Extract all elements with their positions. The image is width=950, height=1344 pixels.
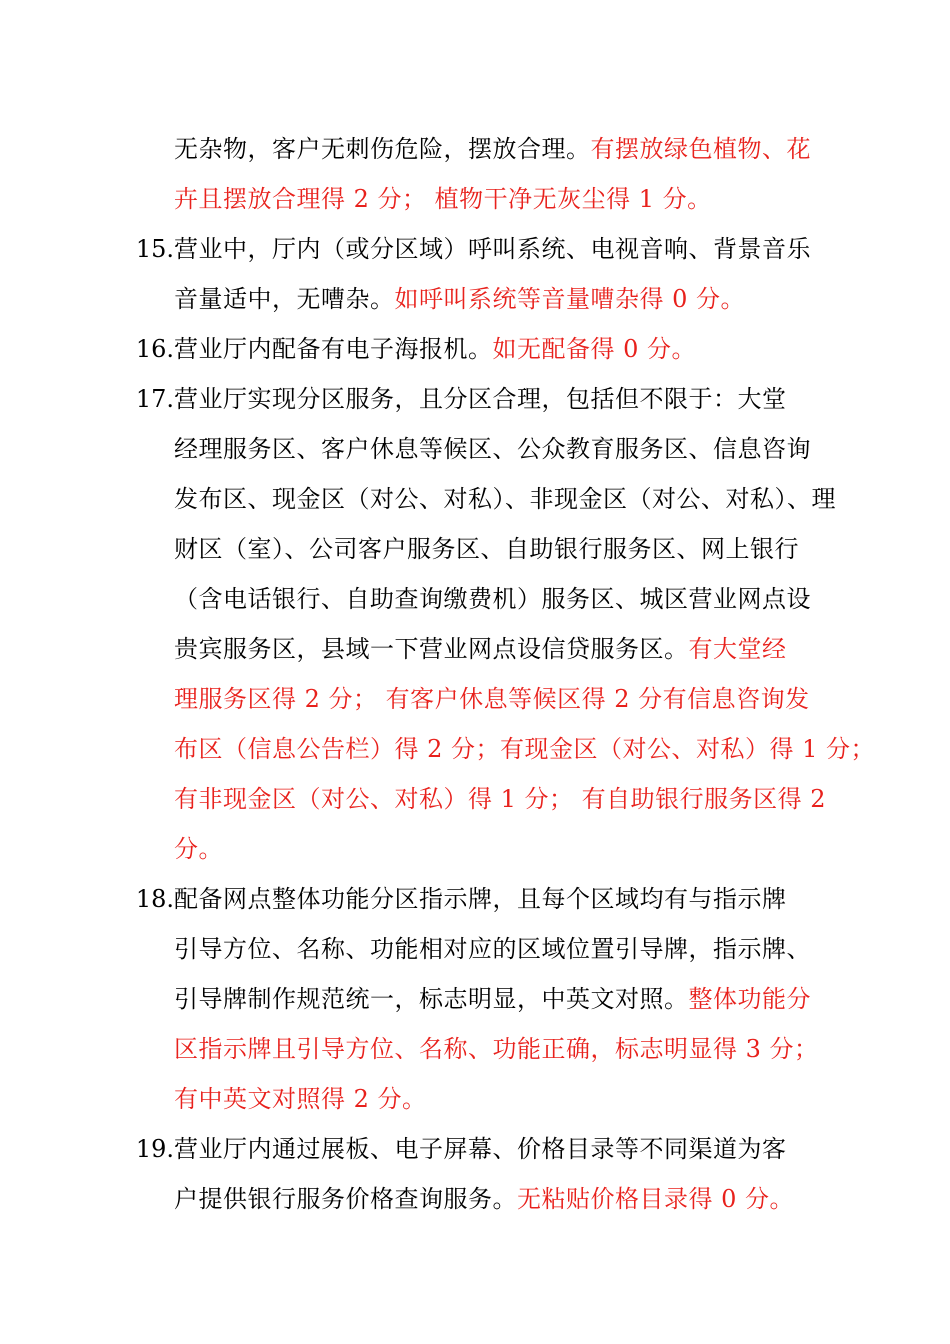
body-text: 无杂物，客户无刺伤危险，摆放合理。	[174, 135, 591, 163]
text-line	[174, 924, 811, 974]
score-rule-text: 区指示牌且引导方位、名称、功能正确，标志明显得 3 分；	[174, 1035, 819, 1063]
score-rule-text: 整体功能分	[688, 985, 811, 1013]
text-line	[174, 474, 836, 524]
item-number: 16.	[135, 335, 174, 363]
score-rule-text: 有摆放绿色植物、花	[590, 135, 811, 163]
text-line	[174, 274, 745, 324]
text-line	[174, 1174, 794, 1224]
body-text: 财区（室）、公司客户服务区、自助银行服务区、网上银行	[174, 535, 799, 563]
item-number: 19.	[135, 1135, 174, 1163]
body-text: 配备网点整体功能分区指示牌，且每个区域均有与指示牌	[174, 885, 787, 913]
score-rule-text: 有中英文对照得 2 分。	[174, 1085, 427, 1113]
item-number: 17.	[135, 385, 174, 413]
body-text: 经理服务区、客户休息等候区、公众教育服务区、信息咨询	[174, 435, 811, 463]
body-text: 引导牌制作规范统一，标志明显，中英文对照。	[174, 985, 689, 1013]
score-rule-text: 分。	[174, 835, 223, 863]
score-rule-text: 有大堂经	[688, 635, 787, 663]
text-line	[174, 624, 787, 674]
body-text: 引导方位、名称、功能相对应的区域位置引导牌，指示牌、	[174, 935, 811, 963]
text-line	[174, 524, 799, 574]
text-line	[174, 1024, 819, 1074]
text-line	[174, 1074, 427, 1124]
text-line	[174, 324, 696, 374]
body-text: （含电话银行、自助查询缴费机）服务区、城区营业网点设	[174, 585, 811, 613]
text-line	[174, 1124, 787, 1174]
body-text: 营业中，厅内（或分区域）呼叫系统、电视音响、背景音乐	[174, 235, 811, 263]
body-text: 营业厅内通过展板、电子屏幕、价格目录等不同渠道为客	[174, 1135, 787, 1163]
body-text: 户提供银行服务价格查询服务。	[174, 1185, 517, 1213]
text-line	[174, 674, 810, 724]
text-line	[174, 374, 787, 424]
text-line	[174, 574, 811, 624]
text-line	[174, 424, 811, 474]
body-text: 音量适中，无嘈杂。	[174, 285, 395, 313]
score-rule-text: 理服务区得 2 分； 有客户休息等候区得 2 分有信息咨询发	[174, 685, 810, 713]
text-line	[174, 874, 787, 924]
text-line	[174, 774, 826, 824]
text-line	[174, 724, 875, 774]
text-line	[174, 974, 811, 1024]
body-text: 营业厅实现分区服务，且分区合理，包括但不限于：大堂	[174, 385, 787, 413]
text-line	[174, 224, 811, 274]
score-rule-text: 如无配备得 0 分。	[492, 335, 697, 363]
text-line	[174, 174, 712, 224]
score-rule-text: 无粘贴价格目录得 0 分。	[517, 1185, 795, 1213]
text-line	[174, 124, 811, 174]
text-line	[174, 824, 223, 874]
score-rule-text: 卉且摆放合理得 2 分； 植物干净无灰尘得 1 分。	[174, 185, 712, 213]
item-number: 15.	[135, 235, 174, 263]
body-text: 发布区、现金区（对公、对私）、非现金区（对公、对私）、理	[174, 485, 836, 513]
body-text: 营业厅内配备有电子海报机。	[174, 335, 493, 363]
body-text: 贵宾服务区，县域一下营业网点设信贷服务区。	[174, 635, 689, 663]
score-rule-text: 有非现金区（对公、对私）得 1 分； 有自助银行服务区得 2	[174, 785, 827, 813]
score-rule-text: 布区（信息公告栏）得 2 分；有现金区（对公、对私）得 1 分；	[174, 735, 876, 763]
score-rule-text: 如呼叫系统等音量嘈杂得 0 分。	[394, 285, 746, 313]
item-number: 18.	[135, 885, 174, 913]
